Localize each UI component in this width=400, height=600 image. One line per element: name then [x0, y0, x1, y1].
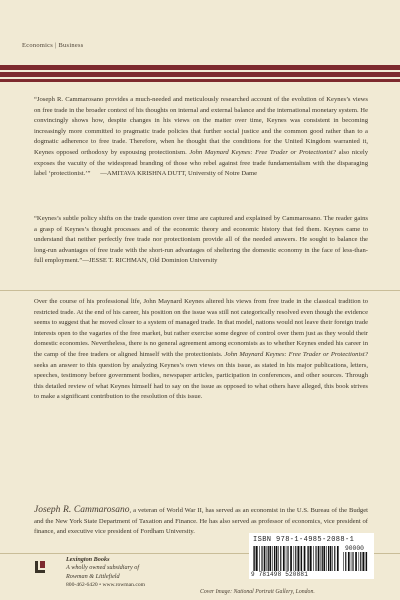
barcode-bar	[315, 546, 316, 571]
praise-quote-text-continued: also nicely exposes the vacuity of the widespread branding of those who rebel against free trade fundamentalism with the disparaging label ‘protectionist.’”	[34, 148, 369, 178]
publisher-logo-icon	[32, 559, 48, 575]
barcode-bar	[268, 546, 269, 571]
decorative-stripe-middle	[0, 72, 400, 77]
barcode-bar	[300, 546, 301, 571]
barcode-bar	[323, 546, 325, 571]
barcode-bar	[343, 552, 344, 571]
barcode-bar	[337, 546, 339, 571]
barcode-bar	[253, 546, 254, 571]
description-text-continued: seeks an answer to this question by analyzing Keynes’s own views on this issue, as stated in his major publications, letters, speeches, testimony before government bodies, newspaper articles, participation in conferences, and other sources. Through this detailed review of what Keynes himself had to say on the issue as opposed to what others have alleged, this book strives to make a significant contribution to the resolution of this issue.	[34, 361, 368, 401]
barcode-bar	[351, 552, 352, 571]
category-label: Economics | Business	[22, 42, 84, 49]
praise-attribution: —AMITAVA KRISHNA DUTT, University of Notre Dame	[100, 170, 258, 178]
barcode-bar	[256, 546, 258, 571]
barcode-bar	[348, 552, 350, 571]
decorative-stripe-top	[0, 65, 400, 70]
barcode-bar	[330, 546, 332, 571]
barcode-bar	[359, 552, 360, 571]
barcode-bar	[261, 546, 262, 571]
barcode	[249, 533, 374, 579]
ean-barcode-bars	[253, 546, 339, 571]
barcode-bar	[283, 546, 285, 571]
barcode-bar	[272, 546, 273, 571]
description-text: Over the course of his professional life, John Maynard Keynes altered his views from free trade in the classical tradition to restricted trade. At the end of his career, his position on the issue was still not categorically resolved even though the evidence seems to suggest that he moved closer to a system of managed trade. In that model, nations would not leave their foreign trade interests open to the vagaries of the free market, but rather exercise some degree of control over them just as they would their domestic economies. Nevertheless, there is no general agreement among economists as to whether Keynes ended his career in the camp of the free traders or aligned himself with the protectionists.	[34, 298, 368, 358]
barcode-bar	[365, 552, 366, 571]
barcode-bar	[254, 546, 255, 571]
barcode-bar	[328, 546, 329, 571]
barcode-bar	[313, 546, 314, 571]
barcode-bar	[295, 546, 296, 571]
publisher-contact: 800-462-6420 • www.rowman.com	[66, 582, 145, 589]
barcode-bar	[322, 546, 323, 571]
barcode-bar	[280, 546, 281, 571]
barcode-bar	[334, 546, 335, 571]
book-description	[34, 297, 368, 403]
barcode-bar	[307, 546, 308, 571]
book-title-italic: John Maynard Keynes: Free Trader or Protectionist?	[224, 350, 368, 358]
praise-quote-richman	[34, 214, 368, 267]
cover-image-credit: Cover Image: National Portrait Gallery, London.	[200, 589, 315, 595]
barcode-bar	[278, 546, 279, 571]
barcode-bar	[269, 546, 271, 571]
barcode-bar	[332, 546, 333, 571]
barcode-bar	[267, 546, 268, 571]
barcode-bar	[308, 546, 309, 571]
barcode-bar	[286, 546, 287, 571]
barcode-bar	[297, 546, 299, 571]
publisher-name: Lexington Books	[66, 556, 110, 563]
author-bio-text: , a veteran of World War II, has served as an economist in the U.S. Bureau of the Budget and the New York State Department of Taxation and Finance. He has also served as professor of economics, vice president of finance, and executive vice president of Fordham University.	[34, 507, 368, 536]
publisher-info	[66, 556, 145, 590]
ean-digits: 9 781498 520881	[251, 571, 309, 578]
author-name: Joseph R. Cammarosano	[34, 505, 130, 515]
barcode-bar	[287, 546, 288, 571]
barcode-bar	[318, 546, 320, 571]
price-code: 90000	[345, 545, 364, 552]
barcode-bar	[264, 546, 266, 571]
barcode-bar	[360, 552, 361, 571]
isbn-label: ISBN 978-1-4985-2088-1	[253, 536, 355, 544]
barcode-bar	[366, 552, 367, 571]
section-divider	[0, 290, 400, 291]
praise-attribution: —JESSE T. RICHMAN, Old Dominion University	[82, 257, 218, 265]
decorative-stripe-bottom	[0, 79, 400, 82]
barcode-bar	[290, 546, 292, 571]
barcode-bar	[310, 546, 312, 571]
barcode-bar	[304, 546, 306, 571]
barcode-bar	[294, 546, 295, 571]
book-title-italic: John Maynard Keynes: Free Trader or Protectionist?	[189, 148, 337, 156]
praise-quote-text: “Joseph R. Cammarosano provides a much-needed and meticulously researched account of the evolution of Keynes’s views on free trade in the broader context of his thoughts on internal and external balance and the international monetary system. He convincingly shows how, despite changes in his views on the matter over time, Keynes was consistent in becoming increasingly more committed to pragmatic trade policies that further social justice and the common good rather than to a dogmatic adherence to free trade. Therefore, when he thought that the conditions for the United Kingdom warranted it, Keynes opposed orthodoxy by espousing protectionism.	[34, 96, 368, 156]
barcode-bar	[301, 546, 302, 571]
barcode-bar	[355, 552, 357, 571]
publisher-parent: Rowman & Littlefield	[66, 572, 120, 580]
barcode-bar	[274, 546, 275, 571]
barcode-bar	[352, 552, 353, 571]
barcode-bar	[259, 546, 260, 571]
barcode-bar	[326, 546, 327, 571]
barcode-bar	[321, 546, 322, 571]
publisher-subsidiary-line: A wholly owned subsidiary of	[66, 564, 140, 572]
praise-quote-text: “Keynes’s subtle policy shifts on the trade question over time are captured and explained by Cammarosano. The reader gains a grasp of Keynes’s thought processes and of the economic theory and economic history that fed them. Keynes came to understand that neither perfectly free trade nor protectionism provide all of the needed answers. He sought to balance the long-run advantages of free trade with the short-run advantages of sheltering the domestic economy in the face of less-than-full employment.”	[34, 215, 368, 265]
barcode-bar	[276, 546, 278, 571]
praise-quote-dutt	[34, 95, 368, 180]
barcode-bar	[362, 552, 364, 571]
barcode-bar	[345, 552, 346, 571]
addon-barcode-bars	[343, 552, 369, 571]
